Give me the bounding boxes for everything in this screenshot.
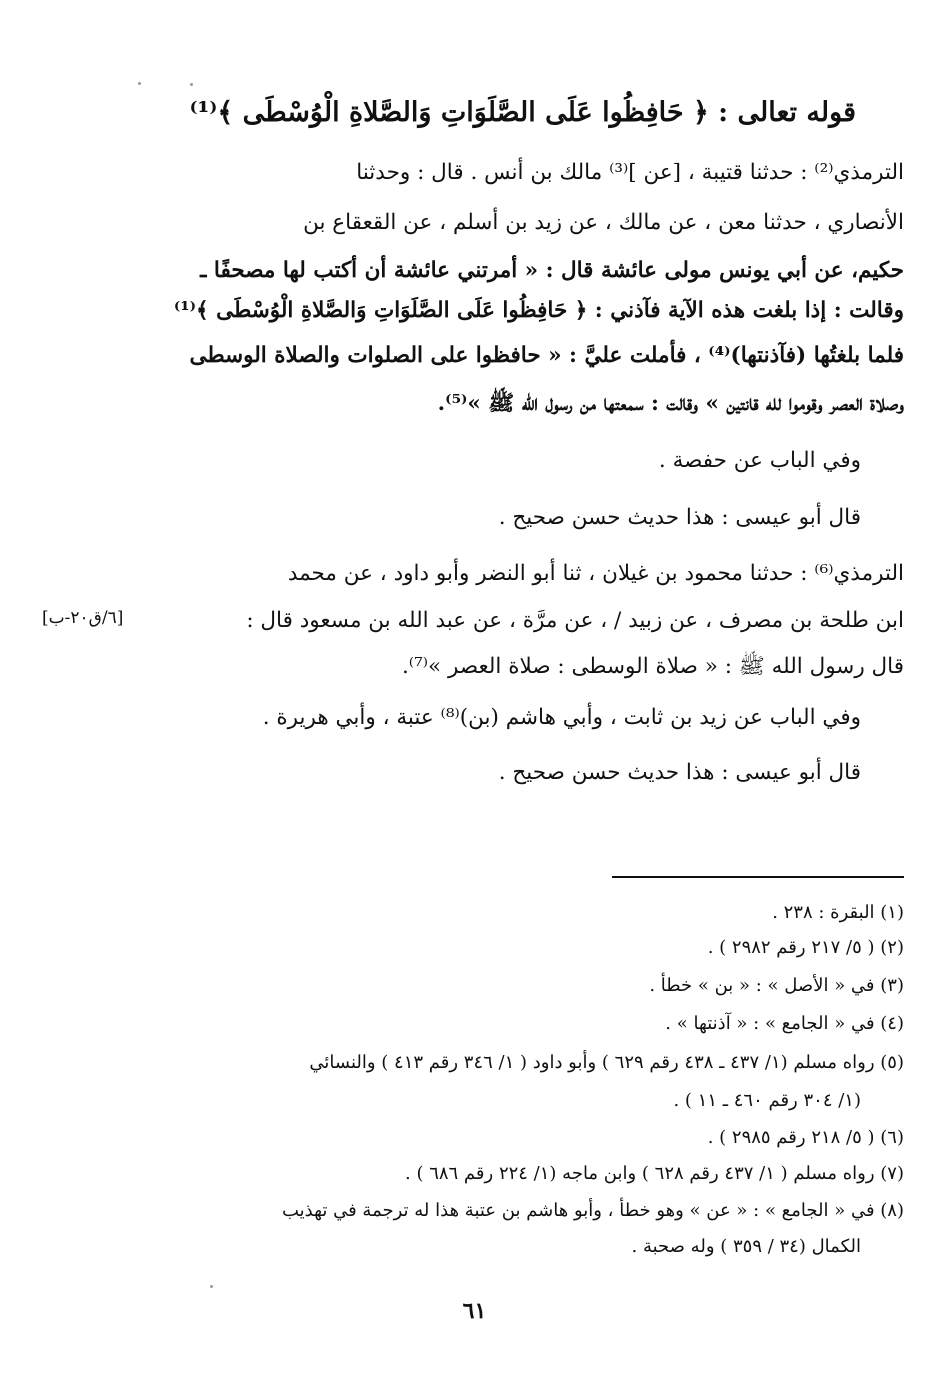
body-line: وصلاة العصر وقوموا لله قانتين » وقالت : سمعتها من رسول الله ﷺ »⁽⁵⁾. (437, 391, 904, 416)
footnote-separator (612, 876, 904, 878)
footnote: (١) البقرة : ٢٣٨ . (772, 902, 904, 923)
body-line: قال رسول الله ﷺ : « صلاة الوسطى : صلاة العصر »⁽⁷⁾. (401, 654, 904, 679)
body-line: الأنصاري ، حدثنا معن ، عن مالك ، عن زيد بن أسلم ، عن القعقاع بن (303, 210, 904, 235)
body-line: فلما بلغتُها (فآذنتها)⁽⁴⁾ ، فأملت عليَّ : « حافظوا على الصلوات والصلاة الوسطى (189, 343, 904, 368)
footnote: (٤) في « الجامع » : « آذنتها » . (665, 1013, 904, 1034)
body-line: وقالت : إذا بلغت هذه الآية فآذني : ﴿ حَافِظُوا عَلَى الصَّلَوَاتِ وَالصَّلاةِ الْوُسْطَى ﴾⁽¹⁾ (173, 298, 904, 323)
footnote: (٥) رواه مسلم (١/ ٤٣٧ ـ ٤٣٨ رقم ٦٢٩ ) وأبو داود ( ١/ ٣٤٦ رقم ٤١٣ ) والنسائي (309, 1052, 904, 1073)
page-number: ٦١ (462, 1298, 487, 1324)
body-line: حكيم، عن أبي يونس مولى عائشة قال : « أمرتني عائشة أن أكتب لها مصحفًا ـ (200, 258, 904, 283)
body-line: وفي الباب عن حفصة . (658, 448, 861, 473)
body-line: الترمذي⁽⁶⁾ : حدثنا محمود بن غيلان ، ثنا أبو النضر وأبو داود ، عن محمد (287, 561, 904, 586)
footnote: الكمال (٣٤ / ٣٥٩ ) وله صحبة . (631, 1236, 861, 1257)
footnote: (٦) ( ٥/ ٢١٨ رقم ٢٩٨٥ ) . (707, 1127, 904, 1148)
footnote: (٧) رواه مسلم ( ١/ ٤٣٧ رقم ٦٢٨ ) وابن ماجه (١/ ٢٢٤ رقم ٦٨٦ ) . (405, 1163, 904, 1184)
body-line: الترمذي⁽²⁾ : حدثنا قتيبة ، [عن ]⁽³⁾ مالك بن أنس . قال : وحدثنا (356, 160, 904, 185)
body-line: ابن طلحة بن مصرف ، عن زبيد / ، عن مرَّة ، عن عبد الله بن مسعود قال : (246, 608, 904, 633)
body-line: قال أبو عيسى : هذا حديث حسن صحيح . (498, 505, 861, 530)
footnote: (٨) في « الجامع » : « عن » وهو خطأ ، وأبو هاشم بن عتبة هذا له ترجمة في تهذيب (281, 1200, 904, 1221)
footnote: (٢) ( ٥/ ٢١٧ رقم ٢٩٨٢ ) . (707, 937, 904, 958)
footnote: (٣) في « الأصل » : « بن » خطأ . (649, 975, 904, 996)
body-line: وفي الباب عن زيد بن ثابت ، وأبي هاشم (بن)⁽⁸⁾ عتبة ، وأبي هريرة . (262, 705, 861, 730)
body-line: قال أبو عيسى : هذا حديث حسن صحيح . (498, 760, 861, 785)
footnote: (١/ ٣٠٤ رقم ٤٦٠ ـ ١١ ) . (673, 1090, 861, 1111)
margin-manuscript-reference: [٦/ق٢٠-ب] (42, 608, 124, 628)
section-heading: قوله تعالى : ﴿ حَافِظُوا عَلَى الصَّلَوَاتِ وَالصَّلاةِ الْوُسْطَى ﴾⁽¹⁾ (189, 97, 856, 128)
